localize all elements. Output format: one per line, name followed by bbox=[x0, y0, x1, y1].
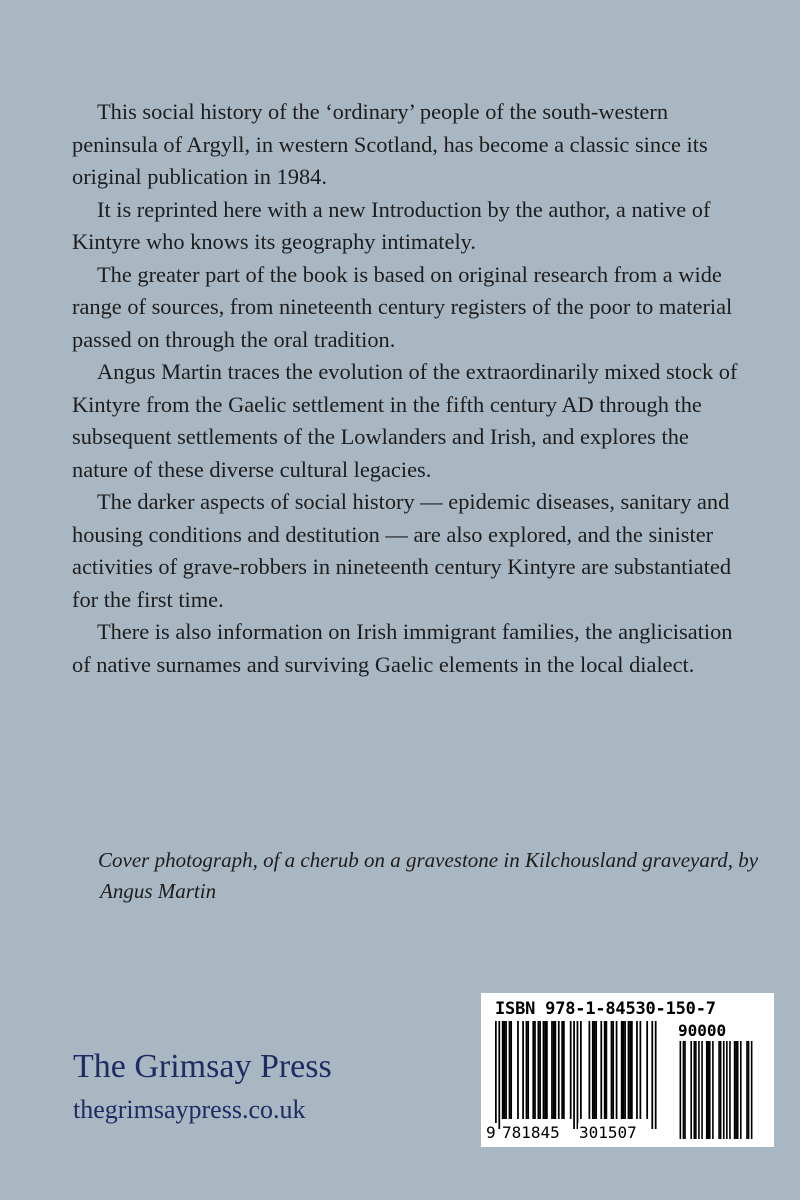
isbn-barcode bbox=[481, 993, 774, 1147]
price-code: 90000 bbox=[678, 1021, 727, 1040]
barcode-bar bbox=[527, 1021, 529, 1119]
blurb-paragraph: The greater part of the book is based on original research from a wide range of sources, from nineteenth century registers of the poor to material passed on through the oral tradition. bbox=[72, 261, 733, 352]
addon-bar bbox=[746, 1041, 748, 1139]
ean-first-digit: 9 bbox=[486, 1123, 496, 1142]
barcode-bar bbox=[631, 1021, 633, 1119]
addon-bar bbox=[751, 1041, 753, 1139]
barcode-bar bbox=[558, 1021, 560, 1119]
addon-bar bbox=[712, 1041, 714, 1139]
addon-bar bbox=[734, 1041, 736, 1139]
barcode-bar bbox=[600, 1021, 602, 1119]
barcode-bar bbox=[577, 1021, 579, 1129]
barcode-bar bbox=[651, 1021, 653, 1129]
barcode-bar bbox=[629, 1021, 631, 1119]
addon-bar bbox=[706, 1041, 708, 1139]
addon-bar bbox=[718, 1041, 720, 1139]
cover-photo-credit: Cover photograph, of a cherub on a gravestone in Kilchousland graveyard, by Angus Martin bbox=[98, 848, 759, 903]
publisher-name: The Grimsay Press bbox=[73, 1048, 332, 1085]
barcode-bar bbox=[628, 1021, 630, 1119]
barcode-bar bbox=[543, 1021, 545, 1119]
barcode-bar bbox=[544, 1021, 546, 1119]
barcode-bar bbox=[621, 1021, 623, 1119]
addon-bar bbox=[707, 1041, 709, 1139]
barcode-bar bbox=[570, 1021, 572, 1119]
barcode-bar bbox=[604, 1021, 606, 1119]
addon-bar bbox=[729, 1041, 731, 1139]
barcode-bar bbox=[563, 1021, 565, 1119]
ean-right-group: 301507 bbox=[579, 1123, 637, 1142]
blurb-paragraph: Angus Martin traces the evolution of the extraordinarily mixed stock of Kintyre from the Gaelic settlement in the fifth century AD through the subsequent settlements of the Lowlanders and Irish, and explores the nature of these diverse cultural legacies. bbox=[72, 359, 738, 482]
addon-bar bbox=[723, 1041, 725, 1139]
barcode-bar bbox=[534, 1021, 536, 1119]
barcode-bar bbox=[522, 1021, 524, 1119]
addon-bar bbox=[683, 1041, 685, 1139]
addon-bar bbox=[737, 1041, 739, 1139]
barcode-bar bbox=[510, 1021, 512, 1119]
barcode-bar bbox=[592, 1021, 594, 1119]
barcode-bar bbox=[623, 1021, 625, 1119]
blurb-paragraph: There is also information on Irish immigrant families, the anglicisation of native surnames and surviving Gaelic elements in the local dialect. bbox=[72, 619, 733, 677]
addon-bar bbox=[680, 1041, 682, 1139]
barcode-bar bbox=[640, 1021, 642, 1119]
barcode-bar bbox=[498, 1021, 500, 1129]
barcode-bar bbox=[561, 1021, 563, 1119]
isbn-label: ISBN 978-1-84530-150-7 bbox=[495, 999, 716, 1019]
barcode-bar bbox=[555, 1021, 557, 1119]
barcode-bar bbox=[504, 1021, 506, 1119]
publisher-block bbox=[73, 1044, 332, 1130]
addon-bar bbox=[684, 1041, 686, 1139]
addon-bar bbox=[698, 1041, 700, 1139]
addon-bar bbox=[748, 1041, 750, 1139]
barcode-bar bbox=[616, 1021, 618, 1119]
addon-bar bbox=[694, 1041, 696, 1139]
addon-bar bbox=[695, 1041, 697, 1139]
barcode-bar bbox=[606, 1021, 608, 1119]
addon-bar bbox=[690, 1041, 692, 1139]
addon-bar bbox=[726, 1041, 728, 1139]
barcode-bar bbox=[505, 1021, 507, 1119]
ean-left-group: 781845 bbox=[502, 1123, 560, 1142]
barcode-bar bbox=[495, 1021, 497, 1129]
barcode-bar bbox=[546, 1021, 548, 1119]
addon-bar bbox=[720, 1041, 722, 1139]
barcode-bar bbox=[526, 1021, 528, 1119]
blurb-paragraph: This social history of the ‘ordinary’ people of the south-western peninsula of Argyll, in western Scotland, has become a classic since its original publication in 1984. bbox=[72, 99, 708, 189]
barcode-bar bbox=[551, 1021, 553, 1119]
ean-digits bbox=[481, 1123, 659, 1145]
barcode-bar bbox=[611, 1021, 613, 1119]
barcode-bar bbox=[589, 1021, 591, 1119]
barcode-bar bbox=[646, 1021, 648, 1119]
blurb-paragraph: It is reprinted here with a new Introduction by the author, a native of Kintyre who knows its geography intimately. bbox=[72, 196, 711, 254]
barcode-bar bbox=[573, 1021, 575, 1129]
barcode-bar bbox=[624, 1021, 626, 1119]
publisher-url: thegrimsaypress.co.uk bbox=[73, 1095, 306, 1124]
addon-bar bbox=[701, 1041, 703, 1139]
barcode-bar bbox=[580, 1021, 582, 1119]
barcode-bar bbox=[517, 1021, 519, 1119]
barcode-bar bbox=[655, 1021, 657, 1129]
addon-bar bbox=[735, 1041, 737, 1139]
barcode-bar bbox=[538, 1021, 540, 1119]
barcode-bar bbox=[502, 1021, 504, 1119]
addon-bar bbox=[709, 1041, 711, 1139]
addon-bar bbox=[740, 1041, 742, 1139]
barcode-bar bbox=[509, 1021, 511, 1119]
barcode-bar bbox=[594, 1021, 596, 1119]
blurb-paragraph: The darker aspects of social history — epidemic diseases, sanitary and housing conditions and destitution — are also explored, and the sinister activities of grave-robbers in nineteenth century Kintyre are substantiated for the first time. bbox=[72, 489, 732, 612]
barcode-bar bbox=[553, 1021, 555, 1119]
barcode-bar bbox=[539, 1021, 541, 1119]
blurb bbox=[72, 96, 742, 681]
barcode-bar bbox=[595, 1021, 597, 1119]
barcode-bar bbox=[612, 1021, 614, 1119]
barcode-bar bbox=[532, 1021, 534, 1119]
barcode-bar bbox=[636, 1021, 638, 1119]
